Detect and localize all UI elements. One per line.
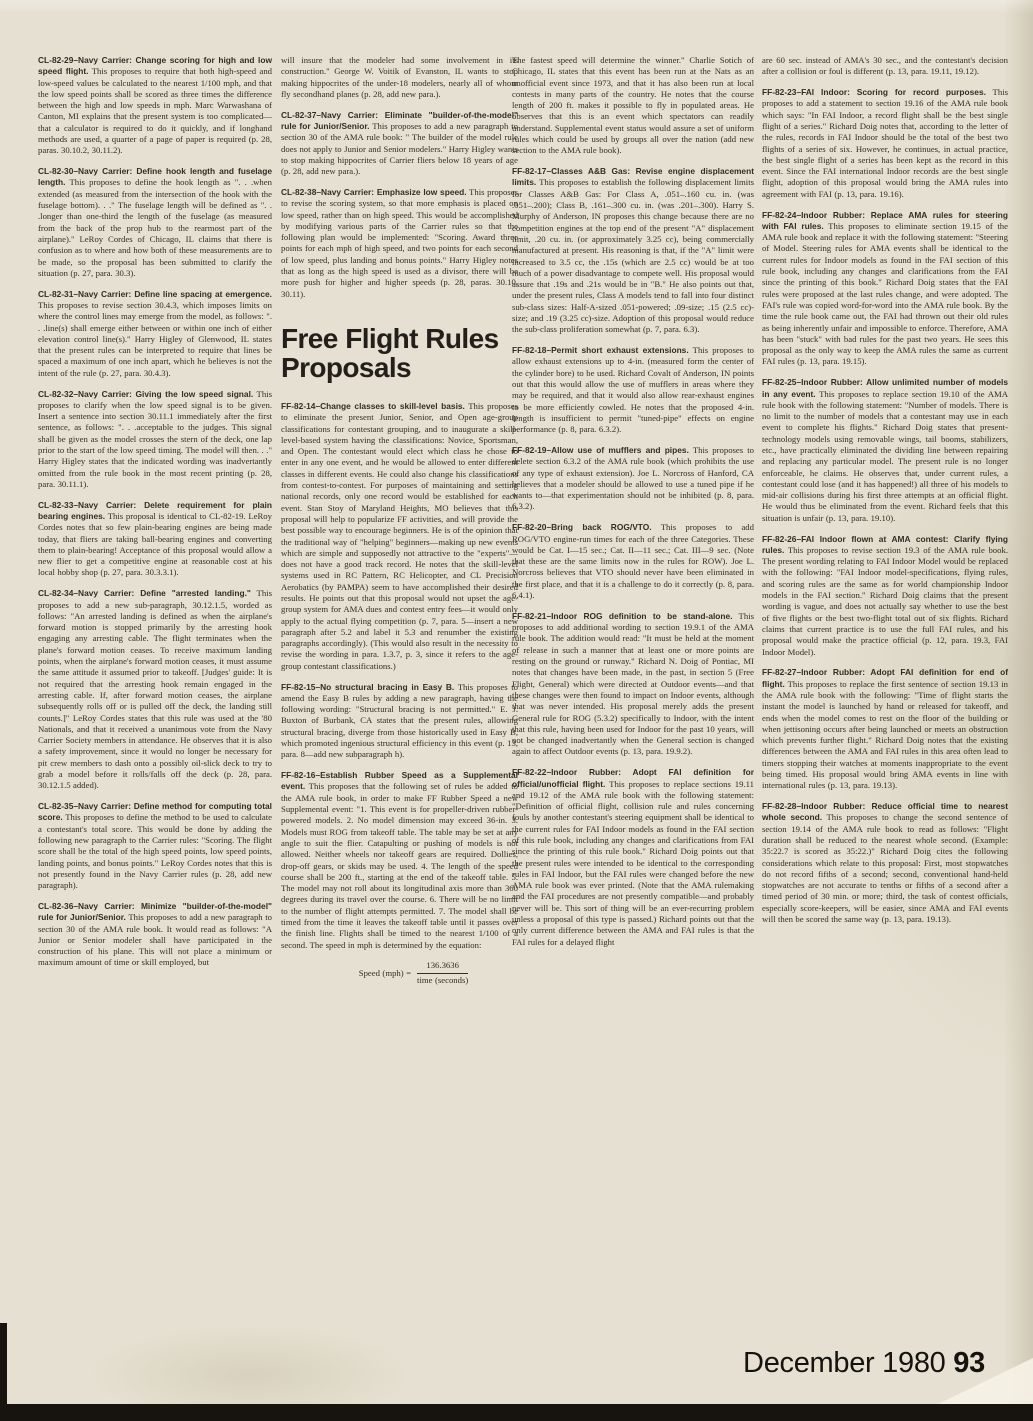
proposal-paragraph [38, 801, 272, 891]
proposal-paragraph [512, 166, 754, 335]
text-column-1 [38, 55, 272, 978]
proposal-body: This proposes to add a new sub-paragraph, 30.12.1.5, worded as follows: "An arrested landing is defined as when the airplane's forward motion is stopped primarily by the arresting hook engaging any arresting cable. The flight terminates when the plane's forward motion ceases. To receive maximum landing points, when the airplane's forward motion ceases, it must assume the same attitude it assumed prior to takeoff. [Judges' guide: It is not required that the arresting hook remain engaged in the arresting cable. If, after forward motion ceases, the airplane subsequently rolls off or is pulled off the deck, the landing still counts.]" LeRoy Cordes states that this rule was used at the '80 Nationals, and that it received a unanimous vote from the Navy Carrier Society members in attendance. He observes that it is also a safety improvement, since it would no longer be necessary for pit crew members to dash onto a possibly oil-slick deck to try to grab a model before it rolls/falls off the deck (p. 28, para. 30.12.1.5 added). [38, 588, 272, 791]
proposal-paragraph [281, 682, 518, 761]
proposal-lead: FF-82-25–Indoor Rubber: Allow unlimited number of models in any event. [762, 377, 1008, 399]
proposal-body: This proposes to add a new paragraph to section 30 of the AMA rule book. It would read as follows: "A Junior or Senior modeler shall have participated in the construction of his plane. This will not place a minimum or maximum amount of time or skill employed, but [38, 912, 272, 968]
column-continuation-paragraph [762, 55, 1008, 78]
text-column-2 [281, 55, 518, 986]
proposal-lead: FF-82-27–Indoor Rubber: Adopt FAI definition for end of flight. [762, 667, 1008, 689]
proposal-body: This proposes to add a statement to section 19.16 of the AMA rule book which says: "In FAI Indoor, a record flight shall be the best single flight of a series." Richard Doig notes that, according to the letter of the rules, records in FAI Indoor should be the total of the best two flights of a series of six. However, he continues, in actual practice, the best single flight of a series has been kept as the record in this event. Since the FAI international Indoor records are the best single flight, adoption of this proposal would bring the AMA rules into agreement with FAI (p. 13, para. 19.16). [762, 87, 1008, 199]
proposal-lead: CL-82-29–Navy Carrier: Change scoring for high and low speed flight. [38, 55, 272, 77]
proposal-paragraph [512, 522, 754, 601]
proposal-paragraph [281, 110, 518, 178]
proposal-paragraph [512, 445, 754, 513]
proposal-body: This proposes to revise section 30.4.3, which imposes limits on where the control lines may emerge from the model, as follows: ". . .line(s) shall emerge either between or within one inch of either elevation control line(s)." Harry Higley of Glenwood, IL states that the present rules can be interpreted to require that lines be spaced a maximum of one inch apart, which he believes is not the intent of the rule (p. 27, para. 30.4.3). [38, 299, 272, 378]
proposal-paragraph [762, 667, 1008, 791]
proposal-paragraph [281, 770, 518, 951]
proposal-body: This proposes to define the hook length as ". . .when extended (as measured from the intersection of the hook with the fuselage bottom). . ." The fuselage length will be defined as ". . .longer than one-third the length of the fuselage (as measured from the back of the prop hub to the rearmost part of the airplane)." LeRoy Cordes of Chicago, IL claims that there is confusion as to where and how both of these measurements are to be made, so the proposal has been submitted to clarify the situation (p. 27, para. 30.3). [38, 177, 272, 278]
proposal-lead: FF-82-28–Indoor Rubber: Reduce official time to nearest whole second. [762, 801, 1008, 823]
text-column-3 [512, 55, 754, 957]
proposal-body: This proposes to delete section 6.3.2 of the AMA rule book (which prohibits the use of any type of exhaust extension). Joe L. Norcross of Hanford, CA believes that a modeler should be allowed to use a tuned pipe if he wants to—that experimentation should not be inhibited (p. 8, para. 6.3.2). [512, 445, 754, 512]
proposal-lead: FF-82-20–Bring back ROG/VTO. [512, 522, 652, 533]
proposal-body: This proposes to eliminate section 19.15 of the AMA rule book and replace it with the following statement: "Steering of Model. Steering rules for AMA events shall be identical to the current rules for Indoor models as found in the FAI section of this rule book, including any changes and clarifications from the FAI since the printing of this book." Richard Doig states that the FAI rules were proposed at the last rules change, and were adopted. The FAI's rule was copied word-for-word into the AMA rule book. By the time the rule book came out, the FAI had thrown out their old rules as being inherently unfair and impossible to enforce. Therefore, AMA has been "stuck" with bad rules for the past two years. He sees this proposal as the only way to keep the AMA rules the same as current FAI rules (p. 13, para. 19.15). [762, 220, 1008, 367]
proposal-paragraph [762, 210, 1008, 368]
proposal-body: This proposes to revise the scoring system, so that more emphasis is placed on low speed, rather than on high speed. This would be accomplished by modifying various parts of the Carrier rules so that the following plan would be implemented: "Scoring. Award three points for each mph of high speed, and two points for each second of low speed, plus landing and bonus points." Harry Higley notes that as long as the high speed is used as a divisor, there will be more push for higher and higher speeds (p. 28, paras. 30.10, 30.11). [281, 186, 518, 299]
proposal-lead: CL-82-37–Navy Carrier: Eliminate "builder-of-the-model" rule for Junior/Senior. [281, 109, 518, 131]
proposal-body: This proposes to replace the first sentence of section 19.13 in the AMA rule book with the following: "Time of flight starts the instant the model is launched by hand or released for takeoff, and ends when the model comes to rest on the floor of the building or when jettisoning occurs after being launched or meets an obstruction which prevents further flight." Richard Doig notes that the existing differences between the AMA and FAI rules in this area often lead to timers stopping their watches at moments inappropriate to the event being timed. His proposal would bring AMA events in line with international rules (p. 13, para. 19.13). [762, 678, 1008, 791]
proposal-body: This proposes to establish the following displacement limits for Classes A&B Gas: For Class A, .051–.160 cu. in. (was .051–.200); Class B, .161–.300 cu. in. (was .201–.300). Harry S. Murphy of Anderson, IN proposes this change because there are no competition engines at the top end of the present "A" displacement limit, .20 cu. in. (or approximately 3.25 cc), being commercially manufactured at present. His reasoning is that, if the "A" limit were increased to 3.5 cc, the .15s (which are 2.5 cc) would be at too much of a power disadvantage to compete well. His proposal would assure that .19s and .21s would be in "B." He also points out that, under the present rules, Class A models tend to fall into four distinct sub-class sizes: Half-A-sized .051-powered; .09-size; .15 (2.5 cc)-size; and .19 (3.25 cc)-size. Adoption of this proposal would reduce the sub-class proliferation somewhat (p. 7, para. 6.3). [512, 177, 754, 335]
proposal-body: This proposes to revise section 19.3 of the AMA rule book. The present wording relating to FAI Indoor Model would be replaced with the following: "FAI Indoor model-specifications, flying rules, and scoring rules are the same as for world championship Indoor models in the FAI section." Richard Doig claims that the present wording is vague, and does not actually say whether to use the best of five flights or the best two-flight total out of six flights. Richard claims that current practice is to use the full FAI rules, and his proposal would make the practice official (p. 12, para. 19.3, FAI Indoor Model). [762, 544, 1008, 657]
proposal-body: This proposes to replace sections 19.11 and 19.12 of the AMA rule book with the following statement: "Definition of official flight, collision rule and rules concerning fouls by another contestant's steering equipment shall be identical to the current rules for FAI Indoor models as found in the FAI section of this rule book, including any changes and clarifications from FAI since the printing of this rule book." Richard Doig points out that the present rules were intended to be identical to the corresponding rules in FAI Indoor, but the FAI rules were changed before the new AMA rule book was ever printed. (Note that the AMA rulemaking and the FAI procedures are not presently compatible—and probably never will be. This sort of thing will be an ever-recurring problem unless a proposal of this type is passed.) Richard points out that the only current difference between the AMA and FAI rules is that the FAI rules for a delayed flight [512, 778, 754, 947]
speed-equation [309, 960, 518, 986]
proposal-paragraph [38, 166, 272, 279]
proposal-lead: FF-82-23–FAI Indoor: Scoring for record purposes. [762, 87, 986, 98]
proposal-body: This proposes to change the second sentence of section 19.14 of the AMA rule book to read as follows: "Flight duration shall be reduced to the nearest whole second. (Example: 35:22.7 is scored as 35:22.)" Richard Doig cites the following considerations which relate to this proposal: First, most stopwatches do not record fifths of a second; second, conventional hand-held stopwatches are not accurate to tenths or fifths of a second after a timed period of 30 min. or more; third, the task of contest officials, especially score-keepers, will be easier, since AMA and FAI events will then be scored the same way (p. 13, para. 19.13). [762, 812, 1008, 925]
proposal-body: This proposes to add additional wording to section 19.9.1 of the AMA rule book. The addition would read: "It must be held at the moment of release in such a manner that at least one or more points are resting on the ground or runway." Richard N. Doig of Pontiac, MI notes that changes have been made, in the past, in section 5 (Free Flight, General) which were directed at Outdoor events—and that these changes were then found to impact on Indoor events, although that was never intended. His proposal merely adds the present General rule for ROG (5.3.2) specifically to Indoor, with the intent that this rule, having been used for Indoor for the past 10 years, will not be changed inadvertantly when the General section is changed again to affect Outdoor events (p. 13, para. 19.9.2). [512, 610, 754, 757]
page-number: 93 [953, 1347, 985, 1379]
proposal-paragraph [281, 187, 518, 300]
proposal-paragraph [512, 611, 754, 758]
scan-left-edge [0, 1323, 7, 1404]
proposal-lead: CL-82-34–Navy Carrier: Define "arrested landing." [38, 588, 251, 599]
proposal-paragraph [762, 801, 1008, 925]
proposal-lead: FF-82-24–Indoor Rubber: Replace AMA rules for steering with FAI rules. [762, 209, 1008, 231]
proposal-lead: CL-82-32–Navy Carrier: Giving the low speed signal. [38, 388, 254, 399]
proposal-lead: CL-82-36–Navy Carrier: Minimize "builder-of-the-model" rule for Junior/Senior. [38, 900, 272, 923]
proposal-lead: CL-82-33–Navy Carrier: Delete requirement for plain bearing engines. [38, 499, 272, 521]
proposal-lead: FF-82-22–Indoor Rubber: Adopt FAI definition for official/unofficial flight. [512, 767, 754, 789]
proposal-paragraph [762, 534, 1008, 658]
proposal-paragraph [512, 767, 754, 948]
proposal-lead: FF-82-14–Change classes to skill-level basis. [281, 400, 465, 411]
proposal-paragraph [38, 55, 272, 157]
scan-bottom-bar [0, 1404, 1033, 1421]
proposal-paragraph [38, 389, 272, 491]
proposal-paragraph [38, 289, 272, 379]
proposal-body: This proposes to replace section 19.10 of the AMA rule book with the following statement: "Number of models. There is no limit to the number of models that a contestant may use in each event to complete his flights." Richard Doig states that present-technology models using removable wings, tail booms, stabilizers, etc., have practically eliminated the dividing line between repairing and replacing any particular model. The present rule is no longer enforceable, he claims. He observes that, under current rules, a contestant could lose (and it has happened!) all three of his models to mid-air collisions during his first three attempts at an official flight. He would thus be eliminated from the event. Richard feels that this situation is unfair (p. 13, para. 19.10). [762, 388, 1008, 523]
proposal-lead: FF-82-15–No structural bracing in Easy B. [281, 681, 455, 692]
paragraph-body: will insure that the modeler had some involvement in its construction." George W. Voitik of Evanston, IL wants to stop making hippocrites of the under-18 modelers, nearly all of whom fly secondhand planes (p. 28, add new para.). [281, 55, 518, 99]
proposal-paragraph [762, 87, 1008, 200]
paragraph-body: The fastest speed will determine the winner." Charlie Sotich of Chicago, IL states that this event has been run at the Nats as an unofficial event since 1973, and that it has also been run at local contests in many parts of the country. He notes that the course length of 200 ft. makes it possible to fly in populated areas. He observes that this is an event which spectators can readily understand. Supplemental event status would assure a set of uniform rules which could be used by groups all over the nation (add new section to the AMA rule book). [512, 55, 754, 156]
text-column-4 [762, 55, 1008, 935]
proposal-paragraph [38, 901, 272, 969]
proposal-body: This proposes to add a new paragraph to section 30 of the AMA rule book: " The builder of the model rule does not apply to Junior and Senior modelers." Harry Higley wants to stop making hippocrites of Carrier fliers below 18 years of age (p. 28, add new para.). [281, 120, 518, 177]
proposal-paragraph [762, 377, 1008, 524]
proposal-body: This proposes that the following set of rules be added to the AMA rule book, in order to make FF Rubber Speed a new Supplemental event: "1. This event is for propeller-driven rubber-powered models. 2. No model dimension may exceed 36-in. 3. Models must ROG from takeoff table. The table may be set at any angle to suit the flier. Catapulting or pushing of models is not allowed. Neither wheels nor takeoff gears are required. Dollies, drop-off gears, or skids may be used. 4. The length of the speed course shall be 200 ft., starting at the end of the takeoff table. 5. The model may not roll about its longitudinal axis more than 360 degrees during its travel over the course. 6. There will be no limit to the number of flight attempts permitted. 7. The model shall be timed from the time it leaves the takeoff table until it passes over the finish line. Flights shall be timed to the nearest 1/100 of a second. The speed in mph is determined by the equation: [281, 781, 518, 950]
proposal-paragraph [281, 401, 518, 672]
proposal-lead: FF-82-21–Indoor ROG definition to be stand-alone. [512, 610, 733, 621]
proposal-body: This proposes to define the method to be used to calculate a contestant's total score. This would be done by adding the following new paragraph to the Carrier rules: "Scoring. The flight score shall be the total of the high speed points, low speed points, landing points, and bonus points." LeRoy Cordes notes that this is not presently found in the Navy Carrier rules (p. 28, add new paragraph). [38, 812, 272, 891]
proposal-paragraph [38, 500, 272, 579]
proposal-lead: CL-82-30–Navy Carrier: Define hook length and fuselage length. [38, 166, 272, 188]
proposal-body: This proposes to add ROG/VTO engine-run times for each of the three Categories. These would be Cat. I—15 sec.; Cat. II—11 sec.; Cat. III—9 sec. (Note that these are the same limits now in the rules for ROW). Joe L. Norcross believes that VTO should never have been eliminated in the first place, and that it is a challenge to do it correctly (p. 8, para. 6.4.1). [512, 522, 754, 601]
proposal-lead: FF-82-18–Permit short exhaust extensions. [512, 345, 689, 356]
proposal-body: This proposes to require that both high-speed and low-speed values be calculated to the nearest 1/100 mph, and that the low speed points shall be scored as three times the difference between the high and low speeds in mph. Marc Warwashana of Canton, MI explains that the present system is too complicated—that a calculator is required to do it quickly, and if longhand methods are used, a quarter of a page of paper is required (p. 28, paras. 30.10.2, 30.11.2). [38, 66, 273, 156]
equation-numerator: 136.3636 [417, 960, 468, 973]
proposal-body: This proposes to eliminate the present Junior, Senior, and Open age-group classifications for contestant grouping, and to inaugurate a skill-level-based system having the classifications: Novice, Sportsman, and Open. The contestant would elect which class he chose to enter in any one event, and he would be allowed to enter different classes in different events. He could also change his classifications from contest-to-contest. For purposes of maintaining and setting national records, only one record would be established for each event. Stan Stoy of Maryland Heights, MO believes that this proposal will help to popularize FF activities, and will provide the best possible way to encourage beginners. He is of the opinion that the traditional way of "helping" beginners—making up new events which are simple and supposedly not attractive to the "experts"—does not have a good track record. He notes that the skill-level systems used in RC Pattern, RC Helicopter, and CL Precision Aerobatics (by PAMPA) seem to have accomplished their desired results. He points out that this proposal would not upset the age-group system for AMA dues and contest entry fees—it would only apply to the actual flying competition (p. 7, para. 5—insert a new paragraph after 5.2 and label it 5.3 and renumber the existing paragraphs accordingly). (This would also result in the necessity to revise the wording in para. 1.3.7, p. 3, since it refers to the age-group contestant classifications.) [281, 400, 518, 671]
free-flight-section-heading: Free Flight Rules Proposals [281, 322, 499, 383]
proposal-body: This proposes to clarify when the low speed signal is to be given. Insert a sentence into section 30.11.1 immediately after the first sentence, as follows: ". . .acceptable to the judges. This signal shall be given as the model crosses the stern of the deck, one lap prior to the start of the low speed timing. The model will then. . ." Harry Higley states that the indicated wording was inadvertantly omitted from the rule book in the most recent printing (p. 28, para. 30.11.1). [38, 388, 272, 489]
proposal-lead: CL-82-31–Navy Carrier: Define line spacing at emergence. [38, 288, 272, 299]
proposal-body: This proposes to amend the Easy B rules by adding a new paragraph, having the following wording: "Structural bracing is not permitted." E. J. Buxton of Burbank, CA states that the present rules, allowing structural bracing, diverge from those historically used in Easy B, which promoted ingenious structural efficiency in this event (p. 13, para. 8—add new subparagraph h). [281, 681, 518, 760]
issue-date: December 1980 [743, 1347, 946, 1379]
proposal-lead: FF-82-19–Allow use of mufflers and pipes. [512, 445, 689, 455]
column-continuation-paragraph [281, 55, 518, 100]
proposal-lead: CL-82-38–Navy Carrier: Emphasize low speed. [281, 186, 467, 197]
proposal-lead: FF-82-26–FAI Indoor flown at AMA contest: Clarify flying rules. [762, 533, 1008, 555]
equation-lhs: Speed (mph) = [358, 967, 412, 978]
proposal-lead: FF-82-16–Establish Rubber Speed as a Supplemental event. [281, 770, 518, 792]
proposal-paragraph [512, 345, 754, 435]
proposal-lead: CL-82-35–Navy Carrier: Define method for computing total score. [38, 801, 272, 823]
proposal-body: This proposal is identical to CL-82-19. LeRoy Cordes notes that so few plain-bearing engines are being made today, that fliers are taking ball-bearing engines and converting them to plain-bearing! Acceptance of this proposal would allow a new flier to get a competitive engine at reasonable cost at his local hobby shop (p. 27, para. 30.3.3.1). [38, 510, 272, 578]
paragraph-body: are 60 sec. instead of AMA's 30 sec., and the contestant's decision after a collision or foul is different (p. 13, para. 19.11, 19.12). [762, 55, 1008, 77]
column-continuation-paragraph [512, 55, 754, 157]
proposal-lead: FF-82-17–Classes A&B Gas: Revise engine displacement limits. [512, 166, 754, 188]
proposal-body: This proposes to allow exhaust extensions up to 4-in. (measured form the center of the cylinder bore) to be used. Richard Covalt of Anderson, IN points out that this would allow the use of mufflers in areas where they may be required, and that it would also allow rear-exhaust engines to be more efficiently cowled. He notes that the proposed 4-in. length is insufficient to permit "tuned-pipe" effects on engine performance (p. 8, para. 6.3.2). [512, 345, 754, 435]
page-corner-fold [938, 1358, 1033, 1404]
equation-denominator: time (seconds) [417, 974, 469, 985]
equation-fraction [417, 960, 468, 986]
proposal-paragraph [38, 588, 272, 791]
